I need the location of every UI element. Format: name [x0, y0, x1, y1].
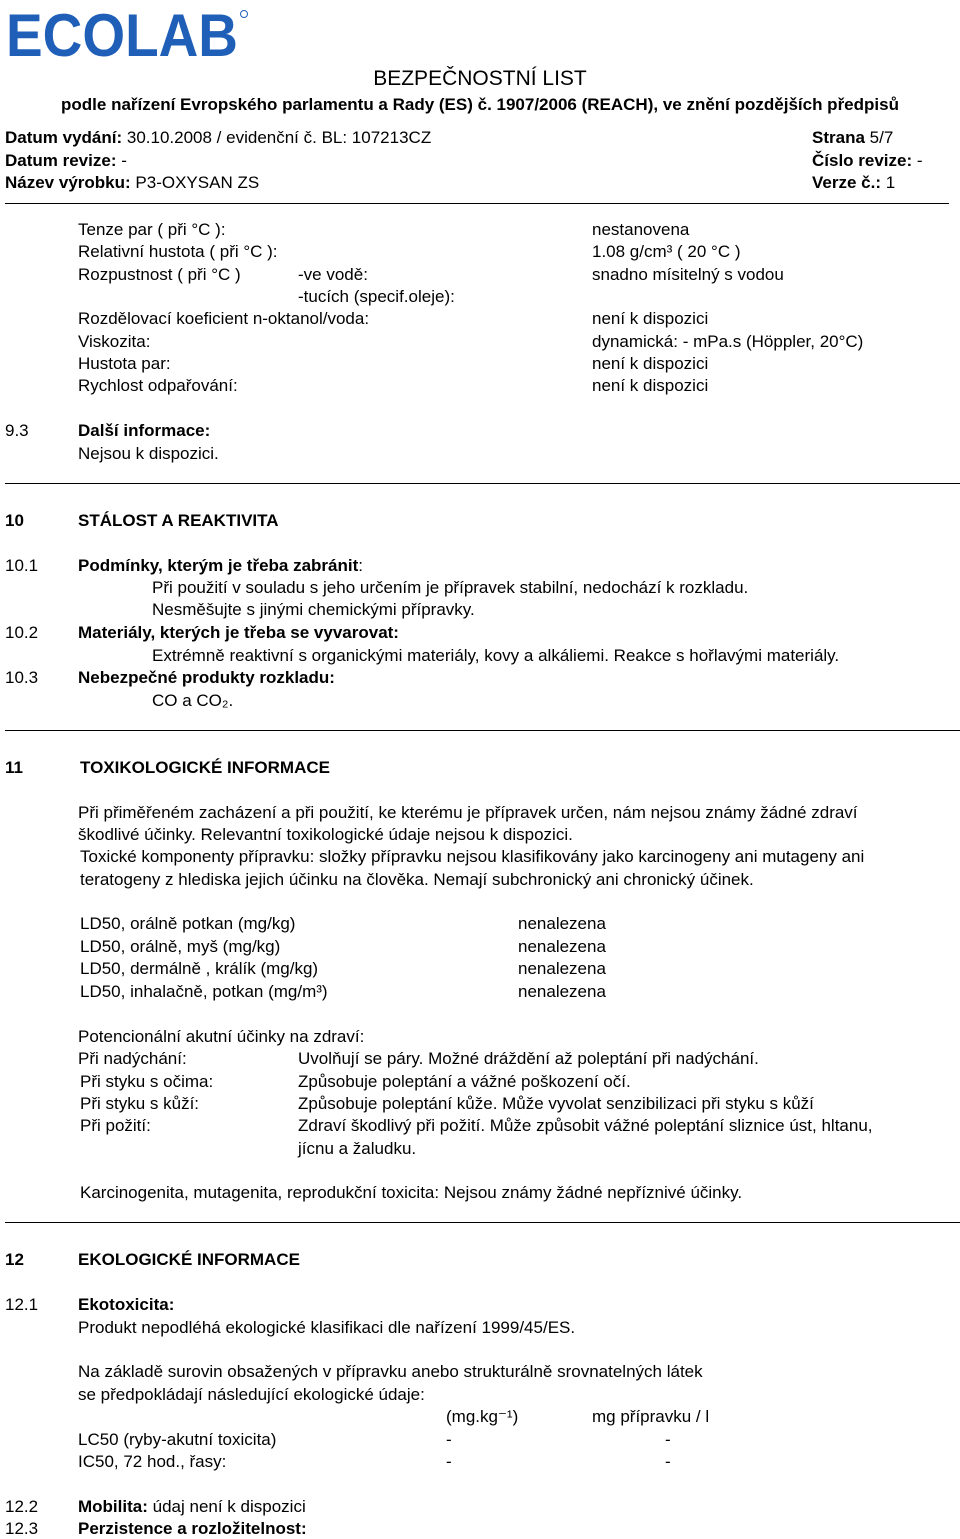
s102-line1: Extrémně reaktivní s organickými materiály, kovy a alkáliemi. Reakce s hořlavými materiály. [152, 646, 840, 665]
viscosity-label: Viskozita: [78, 332, 151, 351]
section-divider-11 [5, 730, 960, 731]
acute-row-value: Způsobuje poleptání kůže. Může vyvolat senzibilizaci při styku s kůží [298, 1094, 814, 1113]
s10-title: STÁLOST A REAKTIVITA [78, 511, 279, 530]
vapor-pressure-value: nestanovena [592, 220, 690, 239]
s102-number: 10.2 [5, 623, 39, 642]
density-value: 1.08 g/cm³ ( 20 °C ) [592, 242, 741, 261]
s103-line1: CO a CO₂. [152, 691, 234, 710]
evaporation-value: není k dispozici [592, 376, 709, 395]
eco-row-label: LC50 (ryby-akutní toxicita) [78, 1430, 277, 1449]
s11-p2-line1: Toxické komponenty přípravku: složky přípravku nejsou klasifikovány jako karcinogeny ani mutageny ani [80, 847, 865, 866]
density-label: Relativní hustota ( při °C ): [78, 242, 278, 261]
document-subtitle: podle nařízení Evropského parlamentu a Rady (ES) č. 1907/2006 (REACH), ve znění pozdějších předpisů [61, 95, 899, 114]
carcinogenicity-text: Karcinogenita, mutagenita, reprodukční toxicita: Nejsou známy žádné nepříznivé účinky. [80, 1183, 743, 1202]
solubility-water-value: snadno mísitelný s vodou [592, 265, 784, 284]
document-title: BEZPEČNOSTNÍ LIST [373, 67, 587, 90]
viscosity-value: dynamická: - mPa.s (Höppler, 20°C) [592, 332, 864, 351]
acute-title: Potencionální akutní účinky na zdraví: [78, 1027, 365, 1046]
eco-col-header-2: mg přípravku / l [592, 1407, 710, 1426]
acute-row-label: Při požití: [80, 1116, 151, 1135]
revision-number: Číslo revize: - [812, 151, 923, 170]
ld-row-label: LD50, dermálně , králík (mg/kg) [80, 959, 319, 978]
ecolab-logo [6, 8, 248, 60]
acute-row-label: Při styku s očima: [80, 1072, 214, 1091]
eco-intro-line1: Na základě surovin obsažených v přípravku anebo strukturálně srovnatelných látek [78, 1362, 703, 1381]
registered-icon [241, 11, 248, 18]
s101-line2: Nesměšujte s jinými chemickými přípravky. [152, 600, 475, 619]
s12-title: EKOLOGICKÉ INFORMACE [78, 1250, 300, 1269]
s122-line: Mobilita: údaj není k dispozici [78, 1497, 306, 1516]
s101-title: Podmínky, kterým je třeba zabránit: [78, 556, 364, 575]
evaporation-label: Rychlost odpařování: [78, 376, 238, 395]
solubility-water-label: -ve vodě: [298, 265, 368, 284]
acute-row-label: Při nadýchání: [78, 1049, 187, 1068]
eco-row-v1: - [446, 1430, 452, 1449]
logo-text: ECOLAB [6, 8, 238, 60]
acute-row-value: Uvolňují se páry. Možné dráždění až poleptání při nadýchání. [298, 1049, 759, 1068]
partition-value: není k dispozici [592, 309, 709, 328]
s11-p1-line1: Při přiměřeném zacházení a při použití, ke kterému je přípravek určen, nám nejsou známy žádné zdraví [78, 803, 858, 822]
ld-row-label: LD50, inhalačně, potkan (mg/m³) [80, 982, 328, 1001]
acute-row-value-cont: jícnu a žaludku. [298, 1139, 417, 1158]
s121-number: 12.1 [5, 1295, 39, 1314]
eco-col-header-1: (mg.kg⁻¹) [446, 1407, 519, 1426]
s103-title: Nebezpečné produkty rozkladu: [78, 668, 335, 687]
s12-number: 12 [5, 1250, 24, 1269]
eco-row-label: IC50, 72 hod., řasy: [78, 1452, 227, 1471]
s121-title: Ekotoxicita: [78, 1295, 175, 1314]
s101-line1: Při použití v souladu s jeho určením je přípravek stabilní, nedochází k rozkladu. [152, 578, 749, 597]
revision-date-line: Datum revize: - [5, 151, 127, 170]
s121-text: Produkt nepodléhá ekologické klasifikaci dle nařízení 1999/45/ES. [78, 1318, 576, 1337]
s93-number: 9.3 [5, 421, 29, 440]
ld-row-value: nenalezena [518, 914, 606, 933]
header-divider [5, 203, 949, 204]
s103-number: 10.3 [5, 668, 39, 687]
vapor-density-label: Hustota par: [78, 354, 171, 373]
section-divider-12 [5, 1222, 960, 1223]
ld-row-value: nenalezena [518, 982, 606, 1001]
s123-title: Perzistence a rozložitelnost: [78, 1519, 307, 1538]
s11-p2-line2: teratogeny z hlediska jejich účinku na člověka. Nemají subchronický ani chronický účinek. [80, 870, 754, 889]
vapor-pressure-label: Tenze par ( při °C ): [78, 220, 226, 239]
partition-label: Rozdělovací koeficient n-oktanol/voda: [78, 309, 370, 328]
s11-p1-line2: škodlivé účinky. Relevantní toxikologické údaje nejsou k dispozici. [78, 825, 573, 844]
s102-title: Materiály, kterých je třeba se vyvarovat: [78, 623, 399, 642]
eco-row-v2: - [665, 1452, 671, 1471]
acute-row-value: Zdraví škodlivý při požití. Může způsobit vážné poleptání sliznice úst, hltanu, [298, 1116, 873, 1135]
acute-row-label: Při styku s kůží: [80, 1094, 200, 1113]
page-number: Strana 5/7 [812, 128, 894, 147]
ld-row-value: nenalezena [518, 937, 606, 956]
s10-number: 10 [5, 511, 24, 530]
section-divider-10 [5, 483, 960, 484]
s11-title: TOXIKOLOGICKÉ INFORMACE [80, 758, 330, 777]
s93-title: Další informace: [78, 421, 211, 440]
eco-row-v1: - [446, 1452, 452, 1471]
version-number: Verze č.: 1 [812, 173, 896, 192]
eco-row-v2: - [665, 1430, 671, 1449]
s93-text: Nejsou k dispozici. [78, 444, 219, 463]
eco-intro-line2: se předpokládají následující ekologické údaje: [78, 1385, 425, 1404]
acute-row-value: Způsobuje poleptání a vážné poškození očí. [298, 1072, 631, 1091]
product-line: Název výrobku: P3-OXYSAN ZS [5, 173, 260, 192]
s122-number: 12.2 [5, 1497, 39, 1516]
solubility-label: Rozpustnost ( při °C ) [78, 265, 241, 284]
s11-number: 11 [5, 758, 23, 777]
solubility-fat-label: -tucích (specif.oleje): [298, 287, 455, 306]
ld-row-label: LD50, orálně potkan (mg/kg) [80, 914, 296, 933]
vapor-density-value: není k dispozici [592, 354, 709, 373]
s123-number: 12.3 [5, 1519, 39, 1538]
issue-line: Datum vydání: 30.10.2008 / evidenční č. BL: 107213CZ [5, 128, 432, 147]
ld-row-value: nenalezena [518, 959, 606, 978]
s101-number: 10.1 [5, 556, 39, 575]
ld-row-label: LD50, orálně, myš (mg/kg) [80, 937, 281, 956]
